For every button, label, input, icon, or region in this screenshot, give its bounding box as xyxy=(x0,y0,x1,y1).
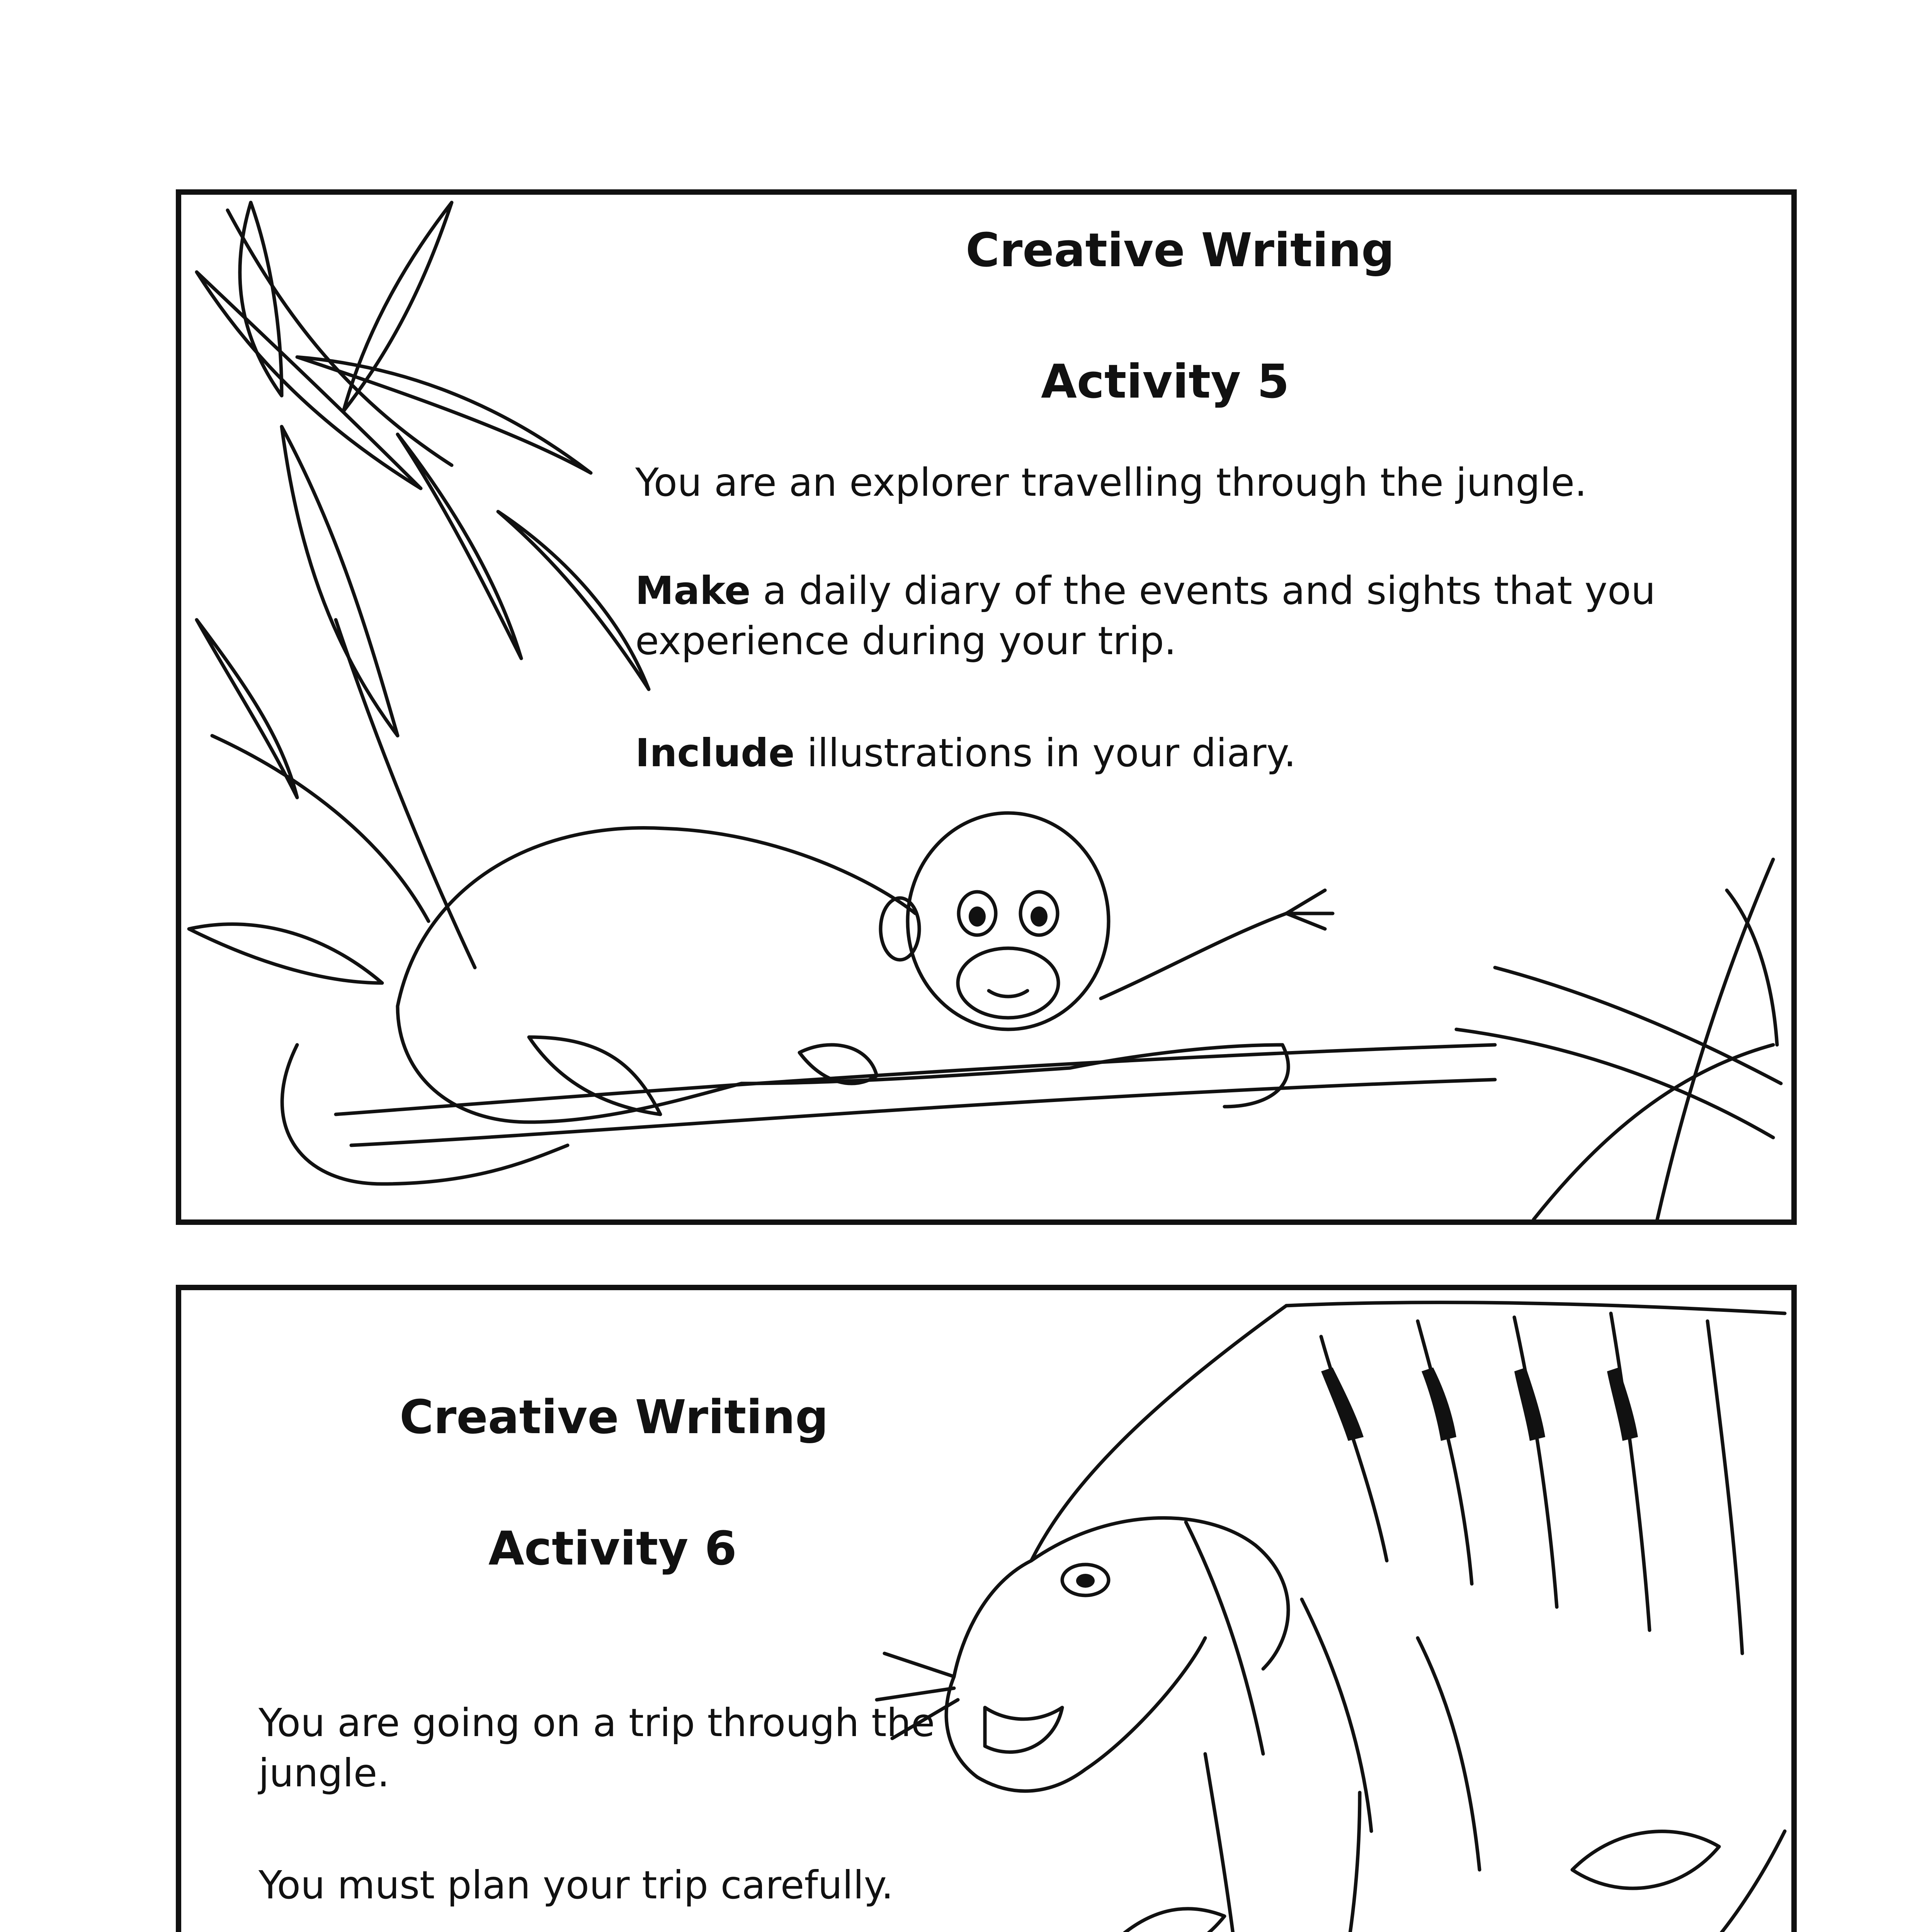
monkey-jungle-illustration xyxy=(181,195,1791,1219)
make-keyword: Make xyxy=(635,568,751,613)
activity-6-plan: You must plan your trip carefully. xyxy=(259,1862,894,1908)
activity-5-instruction-include xyxy=(635,728,1756,778)
activity-6-intro: You are going on a trip through the jungle. xyxy=(259,1700,935,1796)
activity-5-card xyxy=(176,189,1797,1225)
tiger-jungle-illustration xyxy=(181,1290,1791,1932)
activity-5-intro: You are an explorer travelling through the jungle. xyxy=(635,460,1587,505)
activity-6-card xyxy=(176,1285,1797,1932)
include-keyword: Include xyxy=(635,730,795,776)
activity-5-subtitle: Activity 5 xyxy=(1041,355,1289,409)
activity-6-subtitle: Activity 6 xyxy=(488,1522,737,1576)
make-text: a daily diary of the events and sights that you experience during your trip. xyxy=(635,568,1656,663)
activity-5-title: Creative Writing xyxy=(966,224,1395,277)
include-text: illustrations in your diary. xyxy=(794,730,1296,776)
activity-6-title: Creative Writing xyxy=(400,1391,828,1444)
activity-5-instruction-make xyxy=(635,566,1756,666)
